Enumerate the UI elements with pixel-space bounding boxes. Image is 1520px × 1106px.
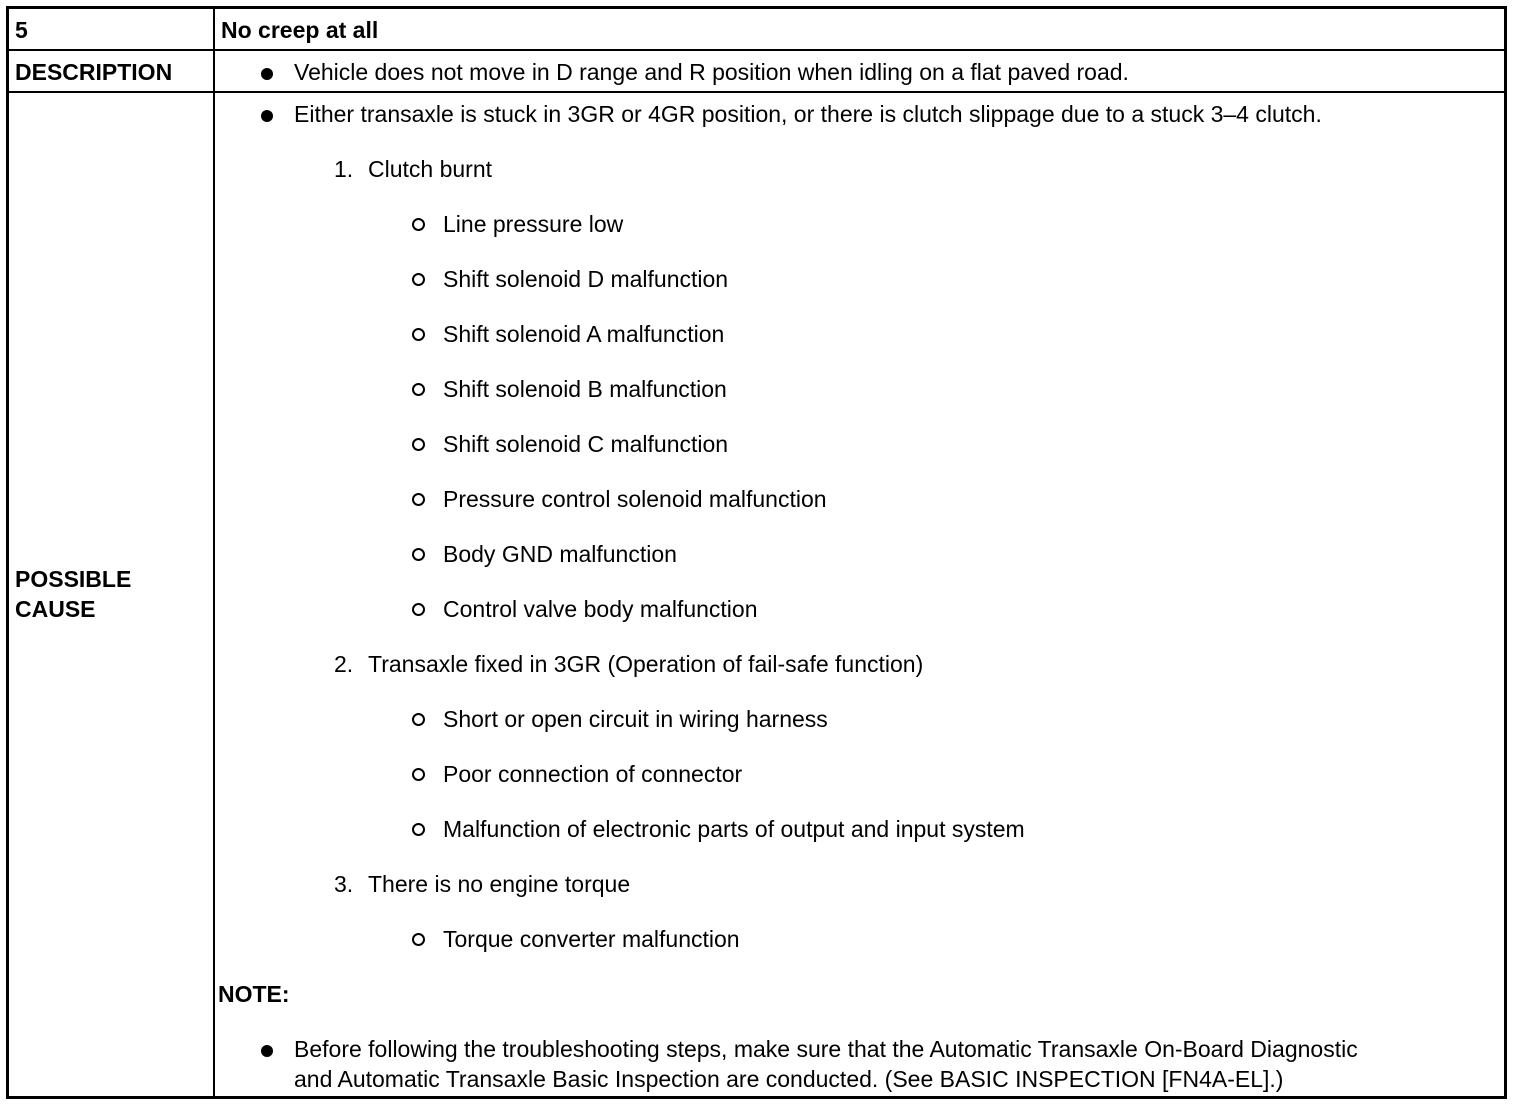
possible-cause-label: [15, 564, 131, 624]
group-title: Clutch burnt: [368, 156, 493, 182]
bullet-icon: [261, 1045, 273, 1057]
circle-bullet-icon: [412, 218, 425, 231]
troubleshooting-table: [6, 6, 1507, 1099]
cause-item: Poor connection of connector: [443, 761, 743, 787]
cause-item: Torque converter malfunction: [443, 926, 740, 952]
circle-bullet-icon: [412, 493, 425, 506]
cause-item: Shift solenoid C malfunction: [443, 431, 729, 457]
group-title: There is no engine torque: [368, 871, 631, 897]
cause-item: Shift solenoid A malfunction: [443, 321, 725, 347]
circle-bullet-icon: [412, 603, 425, 616]
circle-bullet-icon: [412, 383, 425, 396]
circle-bullet-icon: [412, 273, 425, 286]
cause-item: Body GND malfunction: [443, 541, 677, 567]
row-number: 5: [15, 17, 28, 43]
description-label: DESCRIPTION: [15, 59, 173, 85]
possible-cause-row: [9, 93, 1504, 1096]
circle-bullet-icon: [412, 823, 425, 836]
group-title: Transaxle fixed in 3GR (Operation of fail-safe function): [368, 651, 924, 677]
circle-bullet-icon: [412, 328, 425, 341]
possible-cause-label-line2: CAUSE: [15, 596, 96, 622]
possible-cause-label-line1: POSSIBLE: [15, 566, 132, 592]
description-row: [9, 51, 1504, 93]
circle-bullet-icon: [412, 438, 425, 451]
cause-item: Control valve body malfunction: [443, 596, 758, 622]
note-label: NOTE:: [218, 981, 290, 1007]
cause-item: Line pressure low: [443, 211, 624, 237]
cause-intro: Either transaxle is stuck in 3GR or 4GR position, or there is clutch slippage due to a stuck 3–4 clutch.: [294, 101, 1322, 127]
cause-item: Shift solenoid B malfunction: [443, 376, 727, 402]
bullet-icon: [261, 110, 273, 122]
cause-item: Pressure control solenoid malfunction: [443, 486, 827, 512]
circle-bullet-icon: [412, 548, 425, 561]
cause-item: Short or open circuit in wiring harness: [443, 706, 828, 732]
cause-item: Malfunction of electronic parts of output and input system: [443, 816, 1025, 842]
symptom-title: No creep at all: [221, 17, 379, 43]
circle-bullet-icon: [412, 768, 425, 781]
header-row: [9, 9, 1504, 51]
group-number: 1.: [334, 156, 354, 182]
circle-bullet-icon: [412, 713, 425, 726]
note-text-line2: and Automatic Transaxle Basic Inspection are conducted. (See BASIC INSPECTION [FN4A-EL].): [294, 1066, 1284, 1092]
note-text-line1: Before following the troubleshooting steps, make sure that the Automatic Transaxle On-Board Diagnostic: [294, 1036, 1358, 1062]
circle-bullet-icon: [412, 933, 425, 946]
cause-item: Shift solenoid D malfunction: [443, 266, 729, 292]
description-text: Vehicle does not move in D range and R position when idling on a flat paved road.: [294, 59, 1129, 85]
group-number: 3.: [334, 871, 354, 897]
bullet-icon: [261, 68, 273, 80]
group-number: 2.: [334, 651, 354, 677]
